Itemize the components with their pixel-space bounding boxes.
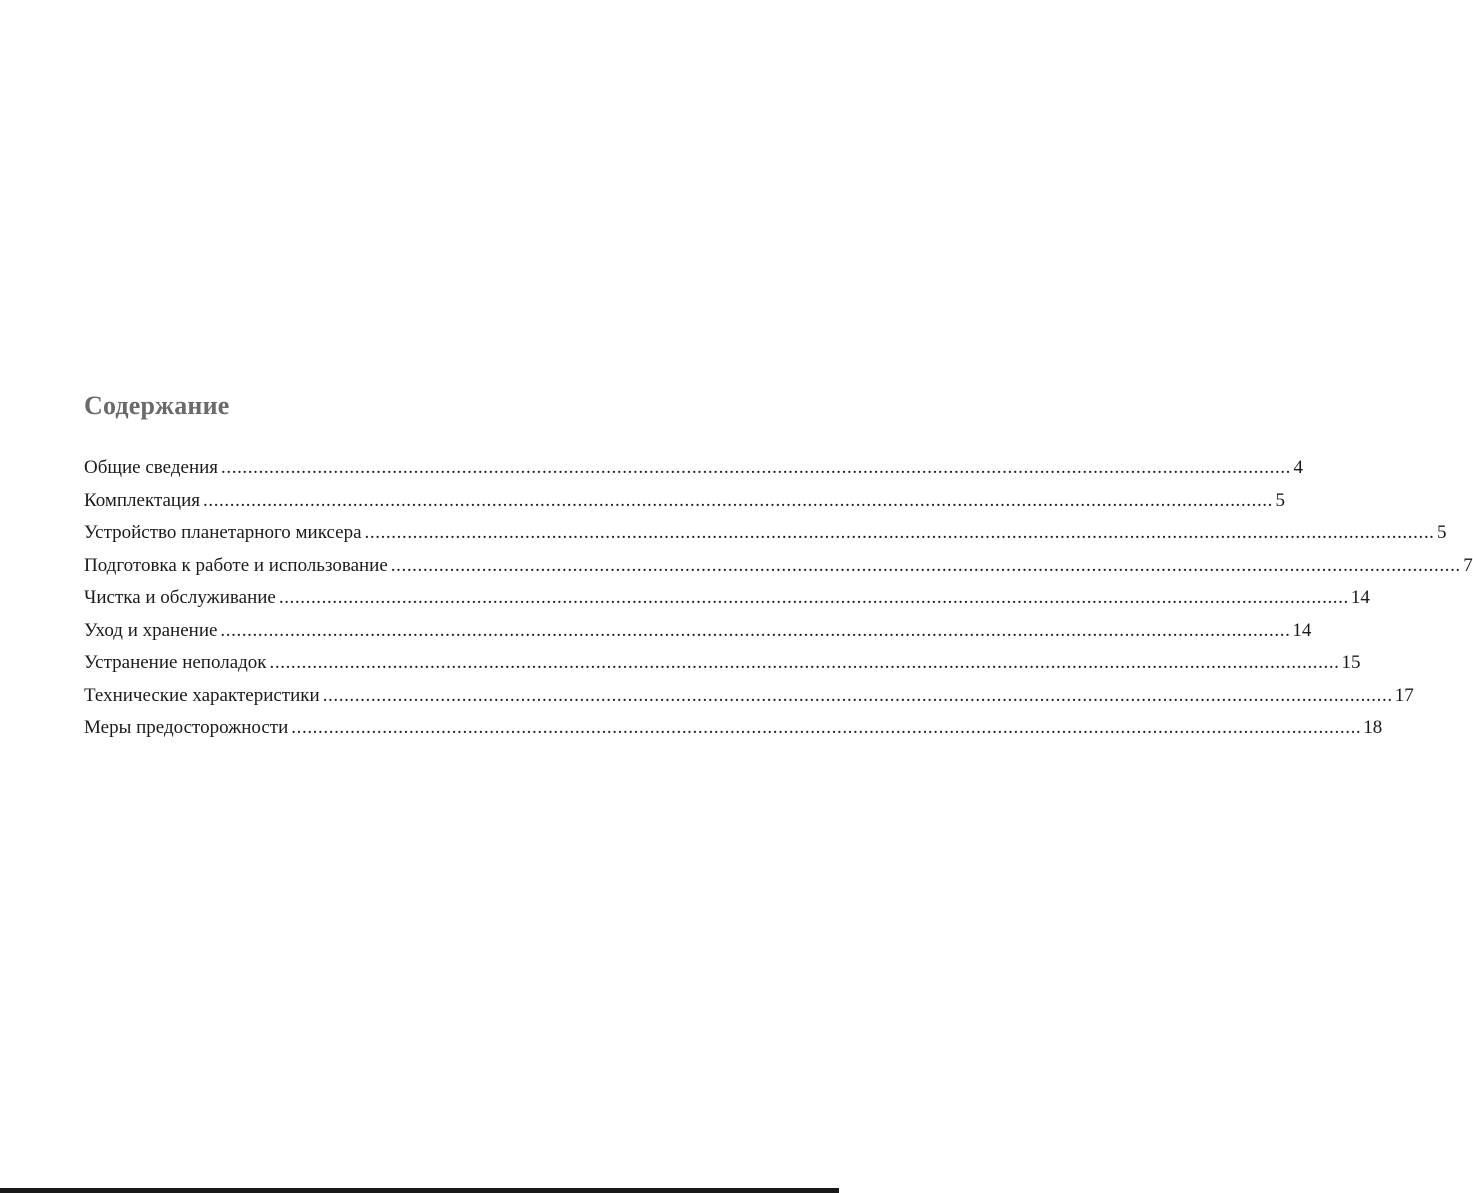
toc-entry[interactable]: [84, 647, 1361, 680]
toc-entry[interactable]: [84, 452, 1304, 485]
toc-entry[interactable]: [84, 582, 1370, 615]
toc-entry[interactable]: [84, 485, 1285, 518]
toc-entry[interactable]: [84, 550, 1473, 583]
toc-dot-leader: ........................................................................................................................................................................................................: [322, 684, 1393, 706]
toc-entry-page: 7: [1463, 554, 1473, 576]
toc-title: Содержание: [84, 391, 230, 420]
toc-entry-label: Технические характеристики: [84, 684, 320, 706]
toc-list: [84, 452, 1473, 745]
toc-dot-leader: ........................................................................................................................................................................................................: [221, 457, 1292, 478]
toc-entry-page: 17: [1394, 684, 1414, 706]
toc-entry[interactable]: [84, 615, 1312, 648]
toc-entry-label: Устранение неполадок: [84, 652, 267, 673]
toc-entry-label: Устройство планетарного миксера: [84, 522, 362, 543]
page-bottom-rule: [0, 1188, 839, 1193]
toc-entry[interactable]: [84, 680, 1414, 713]
toc-entry-label: Общие сведения: [84, 457, 219, 478]
toc-entry[interactable]: [84, 712, 1383, 745]
toc-entry-label: Меры предосторожности: [84, 717, 289, 738]
toc-entry-label: Чистка и обслуживание: [84, 587, 276, 608]
toc-dot-leader: ........................................................................................................................................................................................................: [390, 554, 1461, 576]
toc-entry-label: Комплектация: [84, 489, 200, 511]
toc-dot-leader: ........................................................................................................................................................................................................: [220, 619, 1291, 641]
toc-entry-page: 4: [1293, 457, 1304, 478]
toc-dot-leader: ........................................................................................................................................................................................................: [364, 522, 1435, 543]
toc-entry-page: 14: [1350, 587, 1370, 608]
toc-entry-page: 14: [1292, 619, 1312, 641]
toc-dot-leader: ........................................................................................................................................................................................................: [291, 717, 1362, 738]
toc-entry-page: 5: [1437, 522, 1447, 543]
toc-entry-label: Уход и хранение: [84, 619, 218, 641]
toc-entry-page: 15: [1341, 652, 1361, 673]
toc-entry[interactable]: [84, 517, 1447, 550]
toc-dot-leader: ........................................................................................................................................................................................................: [278, 587, 1349, 608]
toc-entry-page: 18: [1363, 717, 1383, 738]
toc-entry-page: 5: [1275, 489, 1285, 511]
toc-dot-leader: ........................................................................................................................................................................................................: [269, 652, 1340, 673]
toc-entry-label: Подготовка к работе и использование: [84, 554, 388, 576]
toc-dot-leader: ........................................................................................................................................................................................................: [203, 489, 1273, 511]
